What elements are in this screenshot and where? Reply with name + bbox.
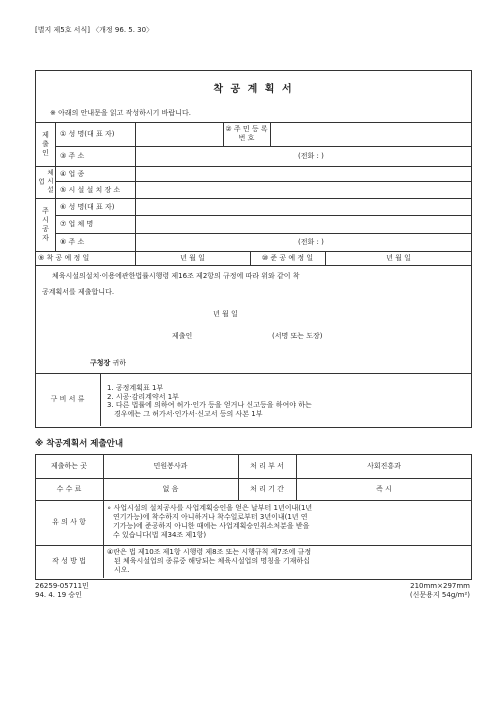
applicant-rrn-label: ② 주 민 등 록 번 호: [225, 125, 268, 142]
contractor-company-label: ⑦ 업 체 명: [60, 220, 94, 228]
office-value: 민원봉사과: [153, 461, 188, 470]
guide-title: ※ 착공계획서 제출안내: [35, 439, 124, 449]
facility-type-label: ④ 업 종: [60, 169, 85, 178]
contractor-group-label: 주시공자: [41, 206, 50, 243]
statement-line-2: 공계획서를 제출합니다.: [42, 288, 115, 296]
start-date-value[interactable]: 년 월 일: [180, 253, 205, 262]
period-label: 처 리 기 간: [250, 484, 284, 493]
applicant-group-label: 제출인: [41, 130, 50, 158]
applicant-address-label: ③ 주 소: [60, 152, 85, 160]
note-line: 수 있습니다(법 제34조 제1항): [113, 531, 207, 539]
method-line: 시오.: [114, 566, 130, 574]
office-label: 제출하는 곳: [50, 461, 88, 470]
submitter-label: 제출인: [172, 332, 193, 340]
statement-line-1: 체육시설의설치·이용에관한법률시행령 제16조 제2항의 규정에 따라 위와 같이 착: [52, 272, 300, 280]
signature-placeholder[interactable]: (서명 또는 도장): [272, 332, 323, 340]
form-title: 착 공 계 획 서: [213, 84, 294, 95]
footer-right: [410, 582, 470, 600]
applicant-name-label: ① 성 명(대 표 자): [60, 130, 115, 138]
approval-date: 94. 4. 19 승인: [35, 591, 82, 599]
dept-label: 처 리 부 서: [250, 461, 284, 470]
document-item: 2. 시공·감리계약서 1부: [107, 392, 179, 401]
form-number: [별지 제5호 서식] 〈개정 96. 5. 30〉: [35, 26, 154, 34]
contractor-address-label: ⑧ 주 소: [60, 238, 85, 246]
note-line: ∘ 사업시설의 설치공사를 사업계획승인을 얻은 날부터 1년이내(1년: [107, 504, 313, 512]
notes-text: [107, 504, 312, 540]
footer-left: [35, 582, 89, 600]
paper-size: 210mm×297mm: [410, 582, 470, 590]
method-text: [107, 548, 311, 575]
contractor-phone-label: (전화 : ): [298, 238, 324, 246]
method-label: 작 성 방 법: [52, 557, 86, 565]
applicant-phone-label: (전화 : ): [298, 152, 324, 160]
method-line: ④란은 법 제10조 제1항 시행령 제8조 또는 시행규칙 제7조에 규정: [107, 548, 312, 556]
facility-location-label: ⑤ 시 설 설 치 장 소: [60, 185, 121, 194]
document-item: 3. 다른 법률에 의하여 허가·인가 등을 얻거나 신고등을 하여야 하는: [107, 401, 312, 409]
period-value: 즉 시: [376, 484, 392, 493]
notes-label: 유 의 사 항: [52, 518, 86, 526]
fee-value: 없 음: [162, 484, 179, 493]
recipient: 구청장: [90, 359, 111, 367]
document-item: 경우에는 그 허가서·인가서·신고서 등의 사본 1부: [114, 409, 263, 418]
note-line: 연기가능)에 착수하지 아니하거나 착수일로부터 3년이내(1년 연: [113, 513, 308, 521]
start-date-label: ⑨ 착 공 예 정 일: [38, 254, 90, 262]
applicant-name-field[interactable]: [135, 122, 223, 146]
documents-list: [107, 384, 312, 418]
fee-label: 수 수 료: [56, 484, 82, 493]
end-date-value[interactable]: 년 월 일: [386, 253, 411, 262]
document-item: 1. 공정계획표 1부: [107, 384, 164, 392]
submission-date[interactable]: 년 월 일: [213, 310, 238, 318]
paper-type: (신문용지 54g/m²): [409, 591, 470, 599]
note-line: 기가능)에 준공하지 아니한 때에는 사업계획승인취소처분을 받을: [113, 522, 310, 530]
end-date-label: ⑩ 준 공 예 정 일: [261, 253, 314, 262]
form-code: 26259-05711민: [35, 582, 89, 590]
instruction-text: ※ 아래의 안내문을 읽고 작성하시기 바랍니다.: [50, 109, 191, 117]
facility-group-label: 체시설업: [37, 169, 54, 195]
contractor-name-label: ⑥ 성 명(대 표 자): [60, 202, 115, 211]
applicant-rrn-field[interactable]: [270, 122, 472, 146]
dept-value: 사회진흥과: [367, 461, 401, 470]
recipient-suffix: 귀하: [112, 359, 127, 367]
documents-label: 구 비 서 류: [50, 395, 85, 403]
method-line: 된 체육시설업의 종류중 해당되는 체육시설업의 명칭을 기재하십: [114, 557, 310, 565]
